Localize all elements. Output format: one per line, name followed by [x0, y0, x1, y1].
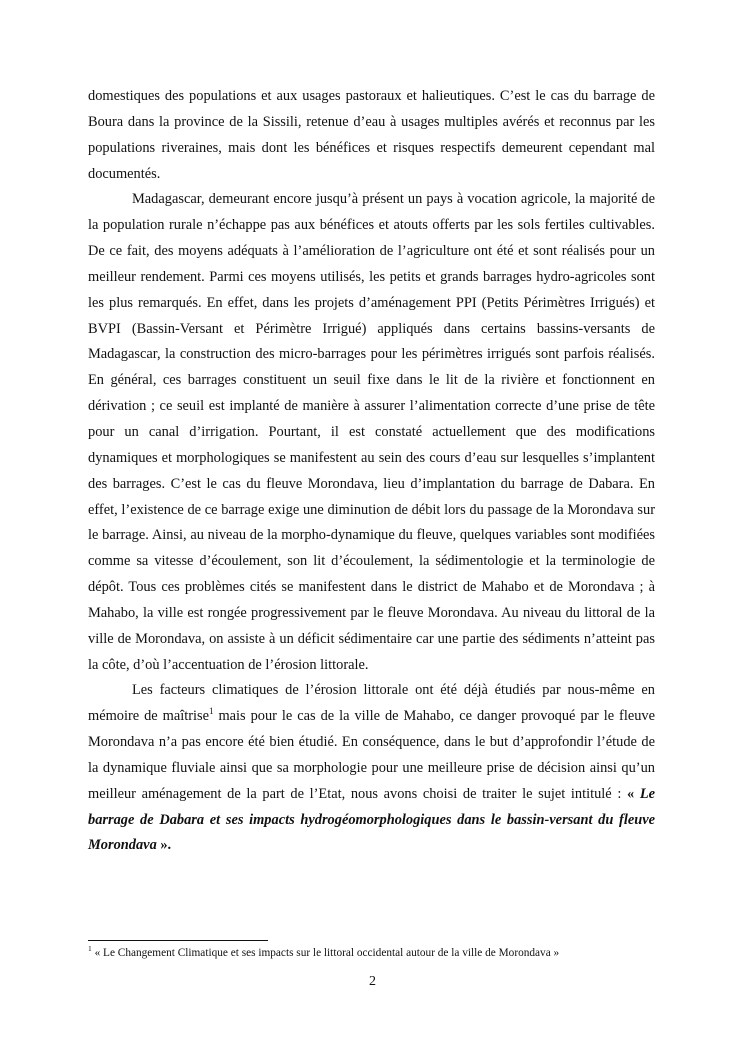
title-quote-close: ». [156, 837, 172, 854]
footnote-reference[interactable]: 1 [209, 706, 214, 717]
page-number: 2 [369, 974, 376, 989]
footnote [88, 946, 658, 960]
footnote-separator [88, 940, 268, 941]
paragraph-continuation: domestiques des populations et aux usages pastoraux et halieutiques. C’est le cas du barrage de Boura dans la province de la Sissili, retenue d’eau à usages multiples avérés et reconnus par les populations riveraines, mais dont les bénéfices et risques respectifs demeurent cependant mal documentés. [88, 88, 655, 182]
paragraph-subject-text: Les facteurs climatiques de l’érosion littorale ont été déjà étudiés par nous-même en mémoire de maîtrise [88, 682, 655, 725]
thesis-title: Le barrage de Dabara et ses impacts hydrogéomorphologiques dans le bassin-versant du fleuve Morondava [88, 785, 656, 854]
title-quote-open: « [626, 785, 640, 802]
body-text [88, 84, 655, 859]
paragraph-subject-text-continued: mais pour le cas de la ville de Mahabo, ce danger provoqué par le fleuve Morondava n’a pas encore été bien étudié. En conséquence, dans le but d’approfondir l’étude de la dynamique fluviale ainsi que sa morphologie pour une meilleure prise de décision ainsi qu’un meilleur aménagement de la part de l’Etat, nous avons choisi de traiter le sujet intitulé : [88, 708, 655, 802]
footnote-marker: 1 [88, 944, 92, 953]
paragraph-madagascar: Madagascar, demeurant encore jusqu’à présent un pays à vocation agricole, la majorité de la population rurale n’échappe pas aux bénéfices et atouts offerts par les sols fertiles cultivables. De ce fait, des moyens adéquats à l’amélioration de l’agriculture ont été et sont réalisés pour un meilleur rendement. Parmi ces moyens utilisés, les petits et grands barrages hydro-agricoles sont les plus remarqués. En effet, dans les projets d’aménagement PPI (Petits Périmètres Irrigués) et BVPI (Bassin-Versant et Périmètre Irrigué) appliqués dans certains bassins-versants de Madagascar, la construction des micro-barrages pour les périmètres irrigués sont parfois réalisés. En général, ces barrages constituent un seuil fixe dans le lit de la rivière et fonctionnent en dérivation ; ce seuil est implanté de manière à assurer l’alimentation correcte d’une prise de tête pour un canal d’irrigation. Pourtant, il est constaté actuellement que des modifications dynamiques et morphologiques se manifestent au sein des cours d’eau sur lesquelles s’implantent des barrages. C’est le cas du fleuve Morondava, lieu d’implantation du barrage de Dabara. En effet, l’existence de ce barrage exige une diminution de débit lors du passage de la Morondava sur le barrage. Ainsi, au niveau de la morpho-dynamique du fleuve, quelques variables sont modifiées comme sa vitesse d’écoulement, son lit d’écoulement, la sédimentologie et la terminologie de dépôt. Tous ces problèmes cités se manifestent dans le district de Mahabo et de Morondava ; à Mahabo, la ville est rongée progressivement par le fleuve Morondava. Au niveau du littoral de la ville de Morondava, on assiste à un déficit sédimentaire car une partie des sédiments n’atteint pas la côte, d’où l’accentuation de l’érosion littorale. [88, 191, 655, 673]
paragraph-subject [88, 678, 655, 859]
footnote-text: « Le Changement Climatique et ses impacts sur le littoral occidental autour de la ville de Morondava » [91, 947, 560, 959]
